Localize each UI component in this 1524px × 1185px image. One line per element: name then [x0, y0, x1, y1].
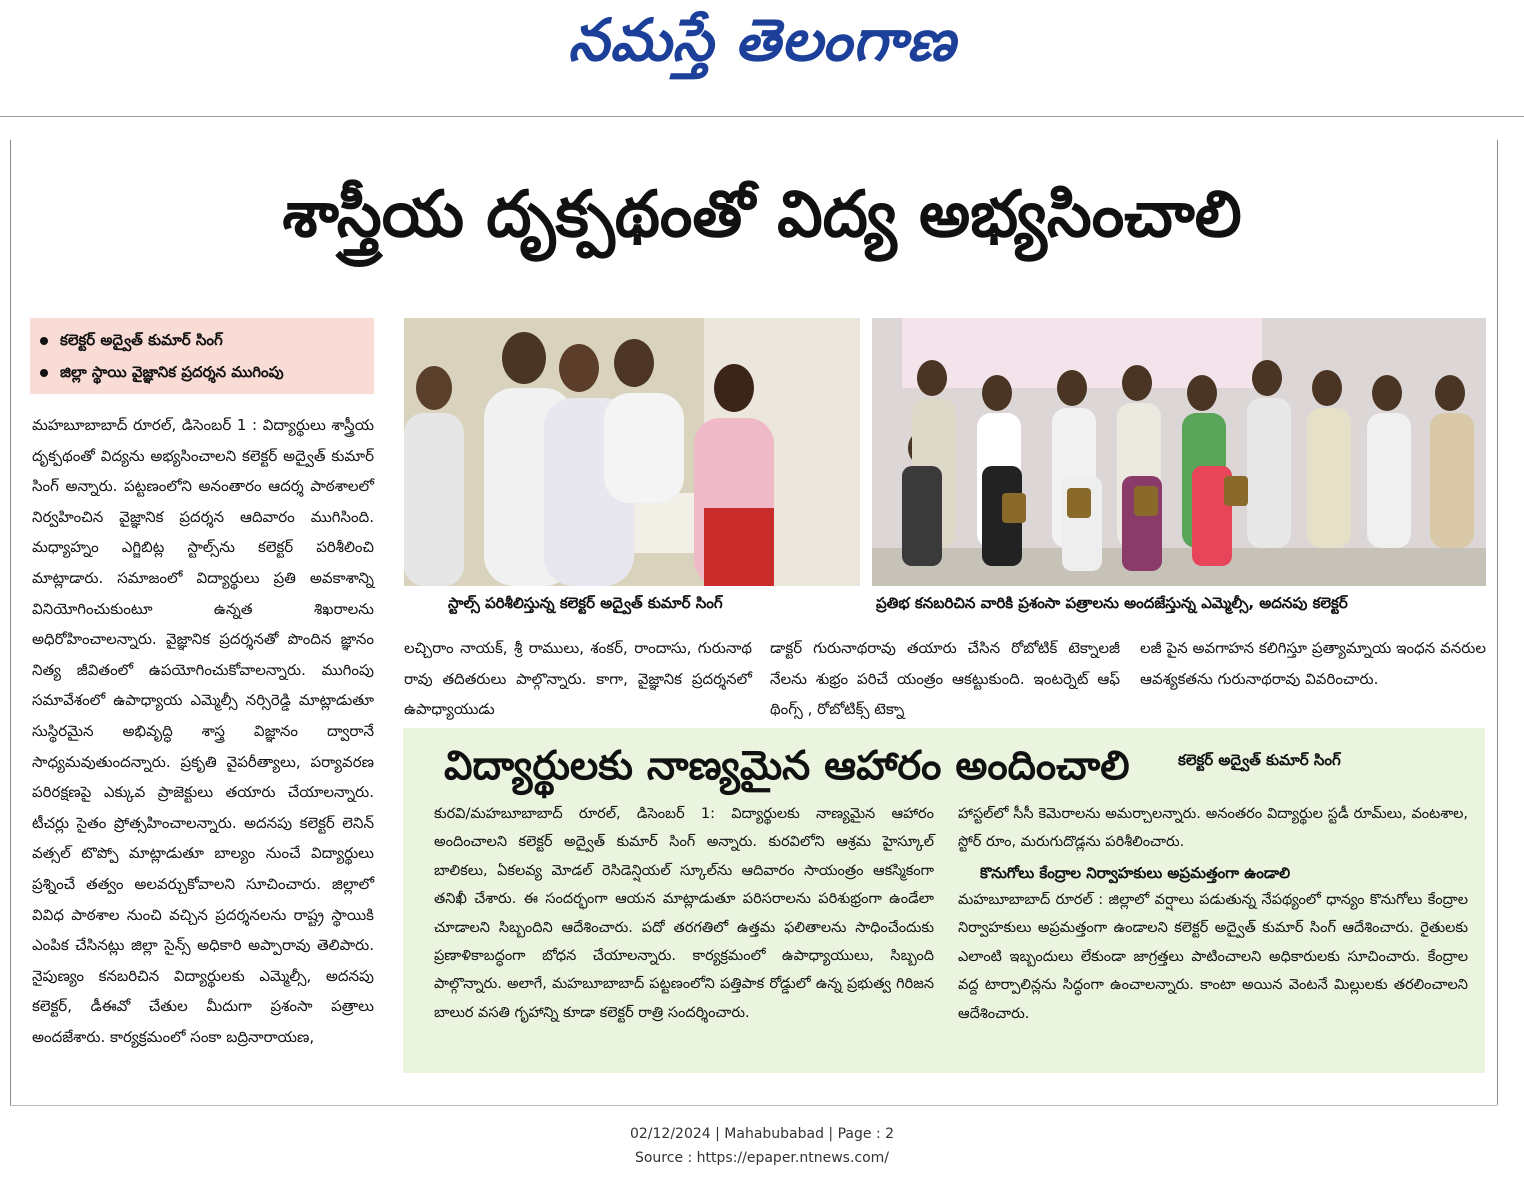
- highlight-item: [40, 324, 364, 356]
- photo-illustration: [404, 318, 860, 586]
- highlight-text: జిల్లా స్థాయి వైజ్ఞానిక ప్రదర్శన ముగింపు: [60, 363, 284, 381]
- highlight-item: [40, 356, 364, 388]
- edition-info: 02/12/2024 | Mahabubabad | Page : 2: [629, 1126, 895, 1142]
- photo-collector-inspecting-stalls: [404, 318, 860, 586]
- photo-award-ceremony: [872, 318, 1486, 586]
- highlight-box: [30, 318, 374, 394]
- bullet-icon: [40, 369, 48, 377]
- boxed-article-headline: విద్యార్థులకు నాణ్యమైన ఆహారం అందించాలి: [444, 743, 1130, 789]
- photo-caption-2: ప్రతిభ కనబరిచిన వారికి ప్రశంసా పత్రాలను అందజేస్తున్న ఎమ్మెల్సీ, అదనపు కలెక్టర్: [876, 594, 1348, 612]
- boxed-article-subheading: కొనుగోలు కేంద్రాల నిర్వాహకులు అప్రమత్తంగా ఉండాలి: [980, 864, 1291, 882]
- masthead: [0, 0, 1524, 117]
- newspaper-logo: నమస్తే తెలంగాణ: [568, 6, 956, 74]
- highlight-text: కలెక్టర్ అద్వైత్ కుమార్ సింగ్: [60, 331, 223, 349]
- article-column-3: డాక్టర్ గురునాథరావు తయారు చేసిన రోబోటిక్ టెక్నాలజీ నేలను శుభ్రం పరిచే యంత్రం ఆకట్టుకుంది. ఇంటర్నెట్ ఆఫ్ థింగ్స్ , రోబోటిక్స్ టెక్నా: [770, 639, 1120, 719]
- photo-caption-1: స్టాల్స్ పరిశీలిస్తున్న కలెక్టర్ అద్వైత్ కుమార్ సింగ్: [448, 594, 723, 612]
- article-column-4: లజీ పైన అవగాహన కలిగిస్తూ ప్రత్యామ్నాయ ఇంధన వనరుల ఆవశ్యకతను గురునాథరావు వివరించారు.: [1140, 639, 1486, 688]
- page-footer: [0, 1122, 1524, 1170]
- boxed-article-column-1: కురవి/మహబూబాబాద్ రూరల్, డిసెంబర్ 1: విద్యార్థులకు నాణ్యమైన ఆహారం అందించాలని కలెక్టర్ అద్వైత్ కుమార్ సింగ్ అన్నారు. కురవిలోని ఆశ్రమ హైస్కూల్ బాలికలు, ఏకలవ్య మోడల్ రెసిడెన్షియల్ స్కూల్‌ను ఆదివారం సాయంత్రం ఆకస్మికంగా తనిఖీ చేశారు. ఈ సందర్భంగా ఆయన మాట్లాడుతూ పరిసరాలను పరిశుభ్రంగా ఉండేలా చూడాలని సిబ్బందిని ఆదేశించారు. పదో తరగతిలో ఉత్తమ ఫలితాలను సాధించేందుకు ప్రణాళికాబద్ధంగా బోధన చేయాలన్నారు. కార్యక్రమంలో ఉపాధ్యాయులు, సిబ్బంది పాల్గొన్నారు. అలాగే, మహబూబాబాద్ పట్టణంలోని పత్తిపాక రోడ్డులో ఉన్న ప్రభుత్వ గిరిజన బాలుర వసతి గృహాన్ని కూడా కలెక్టర్ రాత్రి సందర్శించారు.: [434, 806, 934, 1021]
- source-link[interactable]: Source : https://epaper.ntnews.com/: [634, 1150, 890, 1166]
- photo-illustration: [872, 318, 1486, 586]
- article-column-1: మహబూబాబాద్ రూరల్, డిసెంబర్ 1 : విద్యార్థులు శాస్త్రీయ దృక్పథంతో విద్యను అభ్యసించాలని కలెక్టర్ అద్వైత్ కుమార్ సింగ్ అన్నారు. పట్టణంలోని అనంతారం ఆదర్శ పాఠశాలలో నిర్వహించిన వైజ్ఞానిక ప్రదర్శన ఆదివారం ముగిసింది. మధ్యాహ్నం ఎగ్జిబిట్ల స్టాల్స్‌ను కలెక్టర్ పరిశీలించి మాట్లాడారు. సమాజంలో విద్యార్థులు ప్రతి అవకాశాన్ని వినియోగించుకుంటూ ఉన్నత శిఖరాలను అధిరోహించాలన్నారు. వైజ్ఞానిక ప్రదర్శనతో పొందిన జ్ఞానం నిత్య జీవితంలో ఉపయోగించుకోవాలన్నారు. ముగింపు సమావేశంలో ఉపాధ్యాయ ఎమ్మెల్సీ నర్సిరెడ్డి మాట్లాడుతూ సుస్థిరమైన అభివృద్ధి శాస్త్ర విజ్ఞానం ద్వారానే సాధ్యమవుతుందన్నారు. ప్రకృతి వైపరీత్యాలు, పర్యావరణ పరిరక్షణపై ఎక్కువ ప్రాజెక్టులు తయారు చేయాలన్నారు. టీచర్లు సైతం ప్రోత్సహించాలన్నారు. అదనపు కలెక్టర్ లెనిన్ వత్సల్ టొప్పో మాట్లాడుతూ బాల్యం నుంచే విద్యార్థులు ప్రశ్నించే తత్వం అలవర్చుకోవాలని సూచించారు. జిల్లాలో వివిధ పాఠశాల నుంచి వచ్చిన ప్రదర్శనలను రాష్ట్ర స్థాయికి ఎంపిక చేసినట్లు జిల్లా సైన్స్ అధికారి అప్పారావు తెలిపారు. నైపుణ్యం కనబరిచిన విద్యార్థులకు ఎమ్మెల్సీ, అదనపు కలెక్టర్, డీఈవో చేతుల మీదుగా ప్రశంసా పత్రాలు అందజేశారు. కార్యక్రమంలో సంకా బద్రినారాయణ,: [32, 416, 374, 1046]
- footer-divider: [10, 1105, 1497, 1106]
- boxed-article-credit: కలెక్టర్ అద్వైత్ కుమార్ సింగ్: [1178, 751, 1341, 769]
- article-headline: శాస్త్రీయ దృక్పథంతో విద్య అభ్యసించాలి: [282, 178, 1242, 252]
- boxed-article-column-3: మహబూబాబాద్ రూరల్ : జిల్లాలో వర్షాలు పడుతున్న నేపథ్యంలో ధాన్యం కొనుగోలు కేంద్రాల నిర్వాహకులు అప్రమత్తంగా ఉండాలని కలెక్టర్ అద్వైత్ కుమార్ సింగ్ ఆదేశించారు. రైతులకు ఎలాంటి ఇబ్బందులు లేకుండా జాగ్రత్తలు పాటించాలని అధికారులకు సూచించారు. కేంద్రాల వద్ద టార్పాలిన్లను సిద్ధంగా ఉంచాలన్నారు. కాంటా అయిన వెంటనే మిల్లులకు తరలించాలని ఆదేశించారు.: [958, 892, 1468, 1022]
- boxed-article-column-2: హాస్టల్‌లో సీసీ కెమెరాలను అమర్చాలన్నారు. అనంతరం విద్యార్థుల స్టడీ రూమ్‌లు, వంటశాల, స్టోర్ రూం, మరుగుదొడ్లను పరిశీలించారు.: [958, 806, 1468, 851]
- bullet-icon: [40, 337, 48, 345]
- article-column-2: లచ్చిరాం నాయక్, శ్రీ రాములు, శంకర్, రాందాసు, గురునాథ రావు తదితరులు పాల్గొన్నారు. కాగా, వైజ్ఞానిక ప్రదర్శనలో ఉపాధ్యాయుడు: [404, 639, 752, 719]
